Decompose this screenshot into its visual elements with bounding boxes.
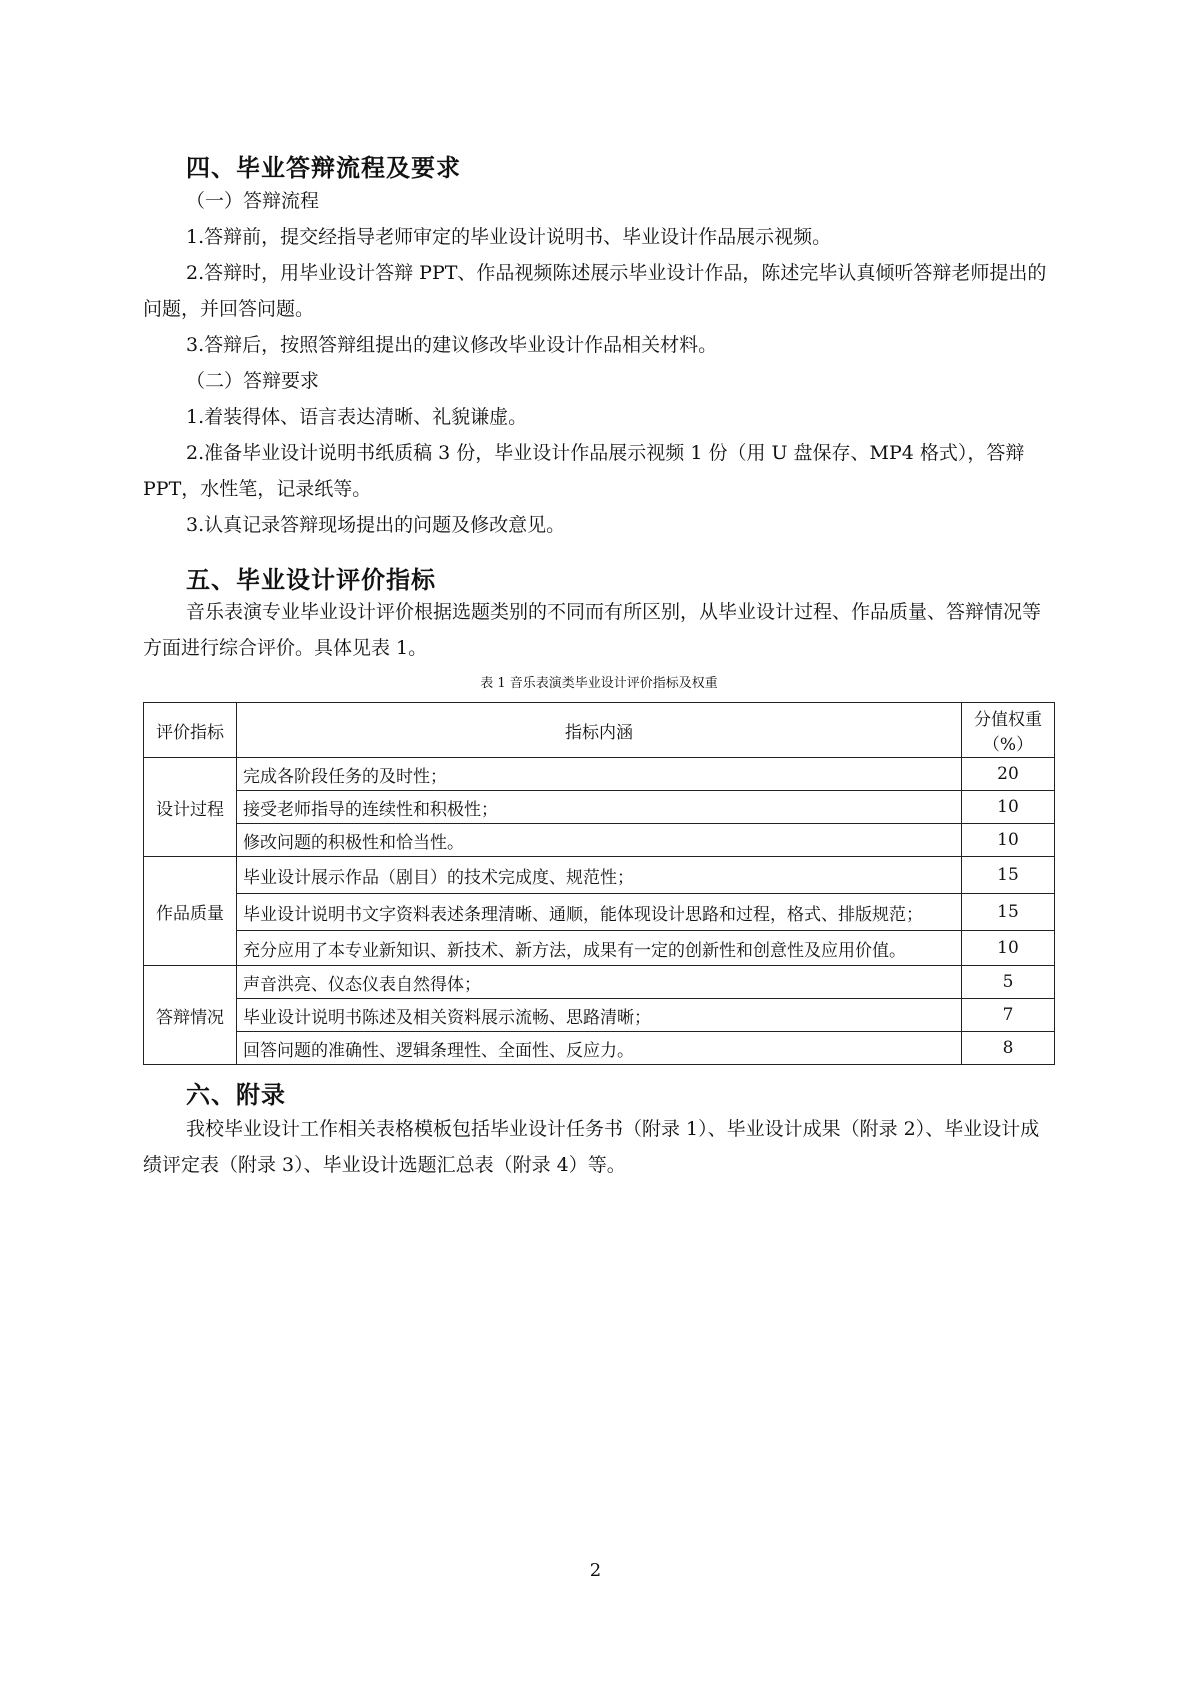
- row-content: 接受老师指导的连续性和积极性；: [237, 791, 962, 824]
- evaluation-table: [143, 702, 1055, 1065]
- table-row: [144, 824, 1055, 857]
- group-work-quality: 作品质量: [144, 857, 237, 966]
- table-row: [144, 857, 1055, 894]
- group-defense: 答辩情况: [144, 966, 237, 1065]
- table-row: [144, 999, 1055, 1032]
- section4-item2-1: 1.着装得体、语言表达清晰、礼貌谦虚。: [186, 406, 528, 428]
- section4-item2-3: 3.认真记录答辩现场提出的问题及修改意见。: [186, 514, 566, 536]
- row-content: 回答问题的准确性、逻辑条理性、全面性、反应力。: [237, 1032, 962, 1065]
- header-weight: 分值权重（%）: [962, 703, 1055, 758]
- row-score: 20: [962, 758, 1055, 791]
- row-score: 15: [962, 894, 1055, 931]
- section5-paragraph: 音乐表演专业毕业设计评价根据选题类别的不同而有所区别，从毕业设计过程、作品质量、答辩情况等方面进行综合评价。具体见表 1。: [143, 601, 1042, 659]
- row-content: 充分应用了本专业新知识、新技术、新方法，成果有一定的创新性和创意性及应用价值。: [237, 931, 962, 966]
- table-header-row: [144, 703, 1055, 758]
- row-score: 10: [962, 931, 1055, 966]
- table-row: [144, 791, 1055, 824]
- section6-paragraph: 我校毕业设计工作相关表格模板包括毕业设计任务书（附录 1）、毕业设计成果（附录 2）、毕业设计成绩评定表（附录 3）、毕业设计选题汇总表（附录 4）等。: [143, 1118, 1040, 1176]
- section6-title: 六、附录: [186, 1081, 286, 1109]
- row-content: 修改问题的积极性和恰当性。: [237, 824, 962, 857]
- section4-sub2: （二）答辩要求: [186, 370, 320, 392]
- section4-item1-2: 2.答辩时，用毕业设计答辩 PPT、作品视频陈述展示毕业设计作品，陈述完毕认真倾听答辩老师提出的问题，并回答问题。: [143, 262, 1047, 320]
- table-caption: 表 1 音乐表演类毕业设计评价指标及权重: [480, 676, 718, 691]
- row-content: 完成各阶段任务的及时性；: [237, 758, 962, 791]
- section4-title: 四、毕业答辩流程及要求: [186, 154, 461, 182]
- page-number: 2: [589, 1560, 602, 1581]
- row-content: 毕业设计说明书文字资料表述条理清晰、通顺，能体现设计思路和过程，格式、排版规范；: [237, 894, 962, 931]
- section4-item1-3: 3.答辩后，按照答辩组提出的建议修改毕业设计作品相关材料。: [186, 334, 718, 356]
- row-score: 10: [962, 791, 1055, 824]
- table-row: [144, 966, 1055, 999]
- section4-sub1: （一）答辩流程: [186, 190, 320, 212]
- section4-item1-1: 1.答辩前，提交经指导老师审定的毕业设计说明书、毕业设计作品展示视频。: [186, 226, 832, 248]
- row-score: 10: [962, 824, 1055, 857]
- group-design-process: 设计过程: [144, 758, 237, 857]
- table-row: [144, 931, 1055, 966]
- table-row: [144, 758, 1055, 791]
- section4-item2-2: 2.准备毕业设计说明书纸质稿 3 份，毕业设计作品展示视频 1 份（用 U 盘保存、MP4 格式），答辩 PPT，水性笔，记录纸等。: [143, 442, 1025, 500]
- table-row: [144, 1032, 1055, 1065]
- header-content: 指标内涵: [237, 703, 962, 758]
- header-indicator: 评价指标: [144, 703, 237, 758]
- row-score: 7: [962, 999, 1055, 1032]
- row-content: 毕业设计说明书陈述及相关资料展示流畅、思路清晰；: [237, 999, 962, 1032]
- row-content: 毕业设计展示作品（剧目）的技术完成度、规范性；: [237, 857, 962, 894]
- section5-title: 五、毕业设计评价指标: [186, 566, 436, 594]
- row-content: 声音洪亮、仪态仪表自然得体；: [237, 966, 962, 999]
- row-score: 8: [962, 1032, 1055, 1065]
- row-score: 15: [962, 857, 1055, 894]
- table-row: [144, 894, 1055, 931]
- row-score: 5: [962, 966, 1055, 999]
